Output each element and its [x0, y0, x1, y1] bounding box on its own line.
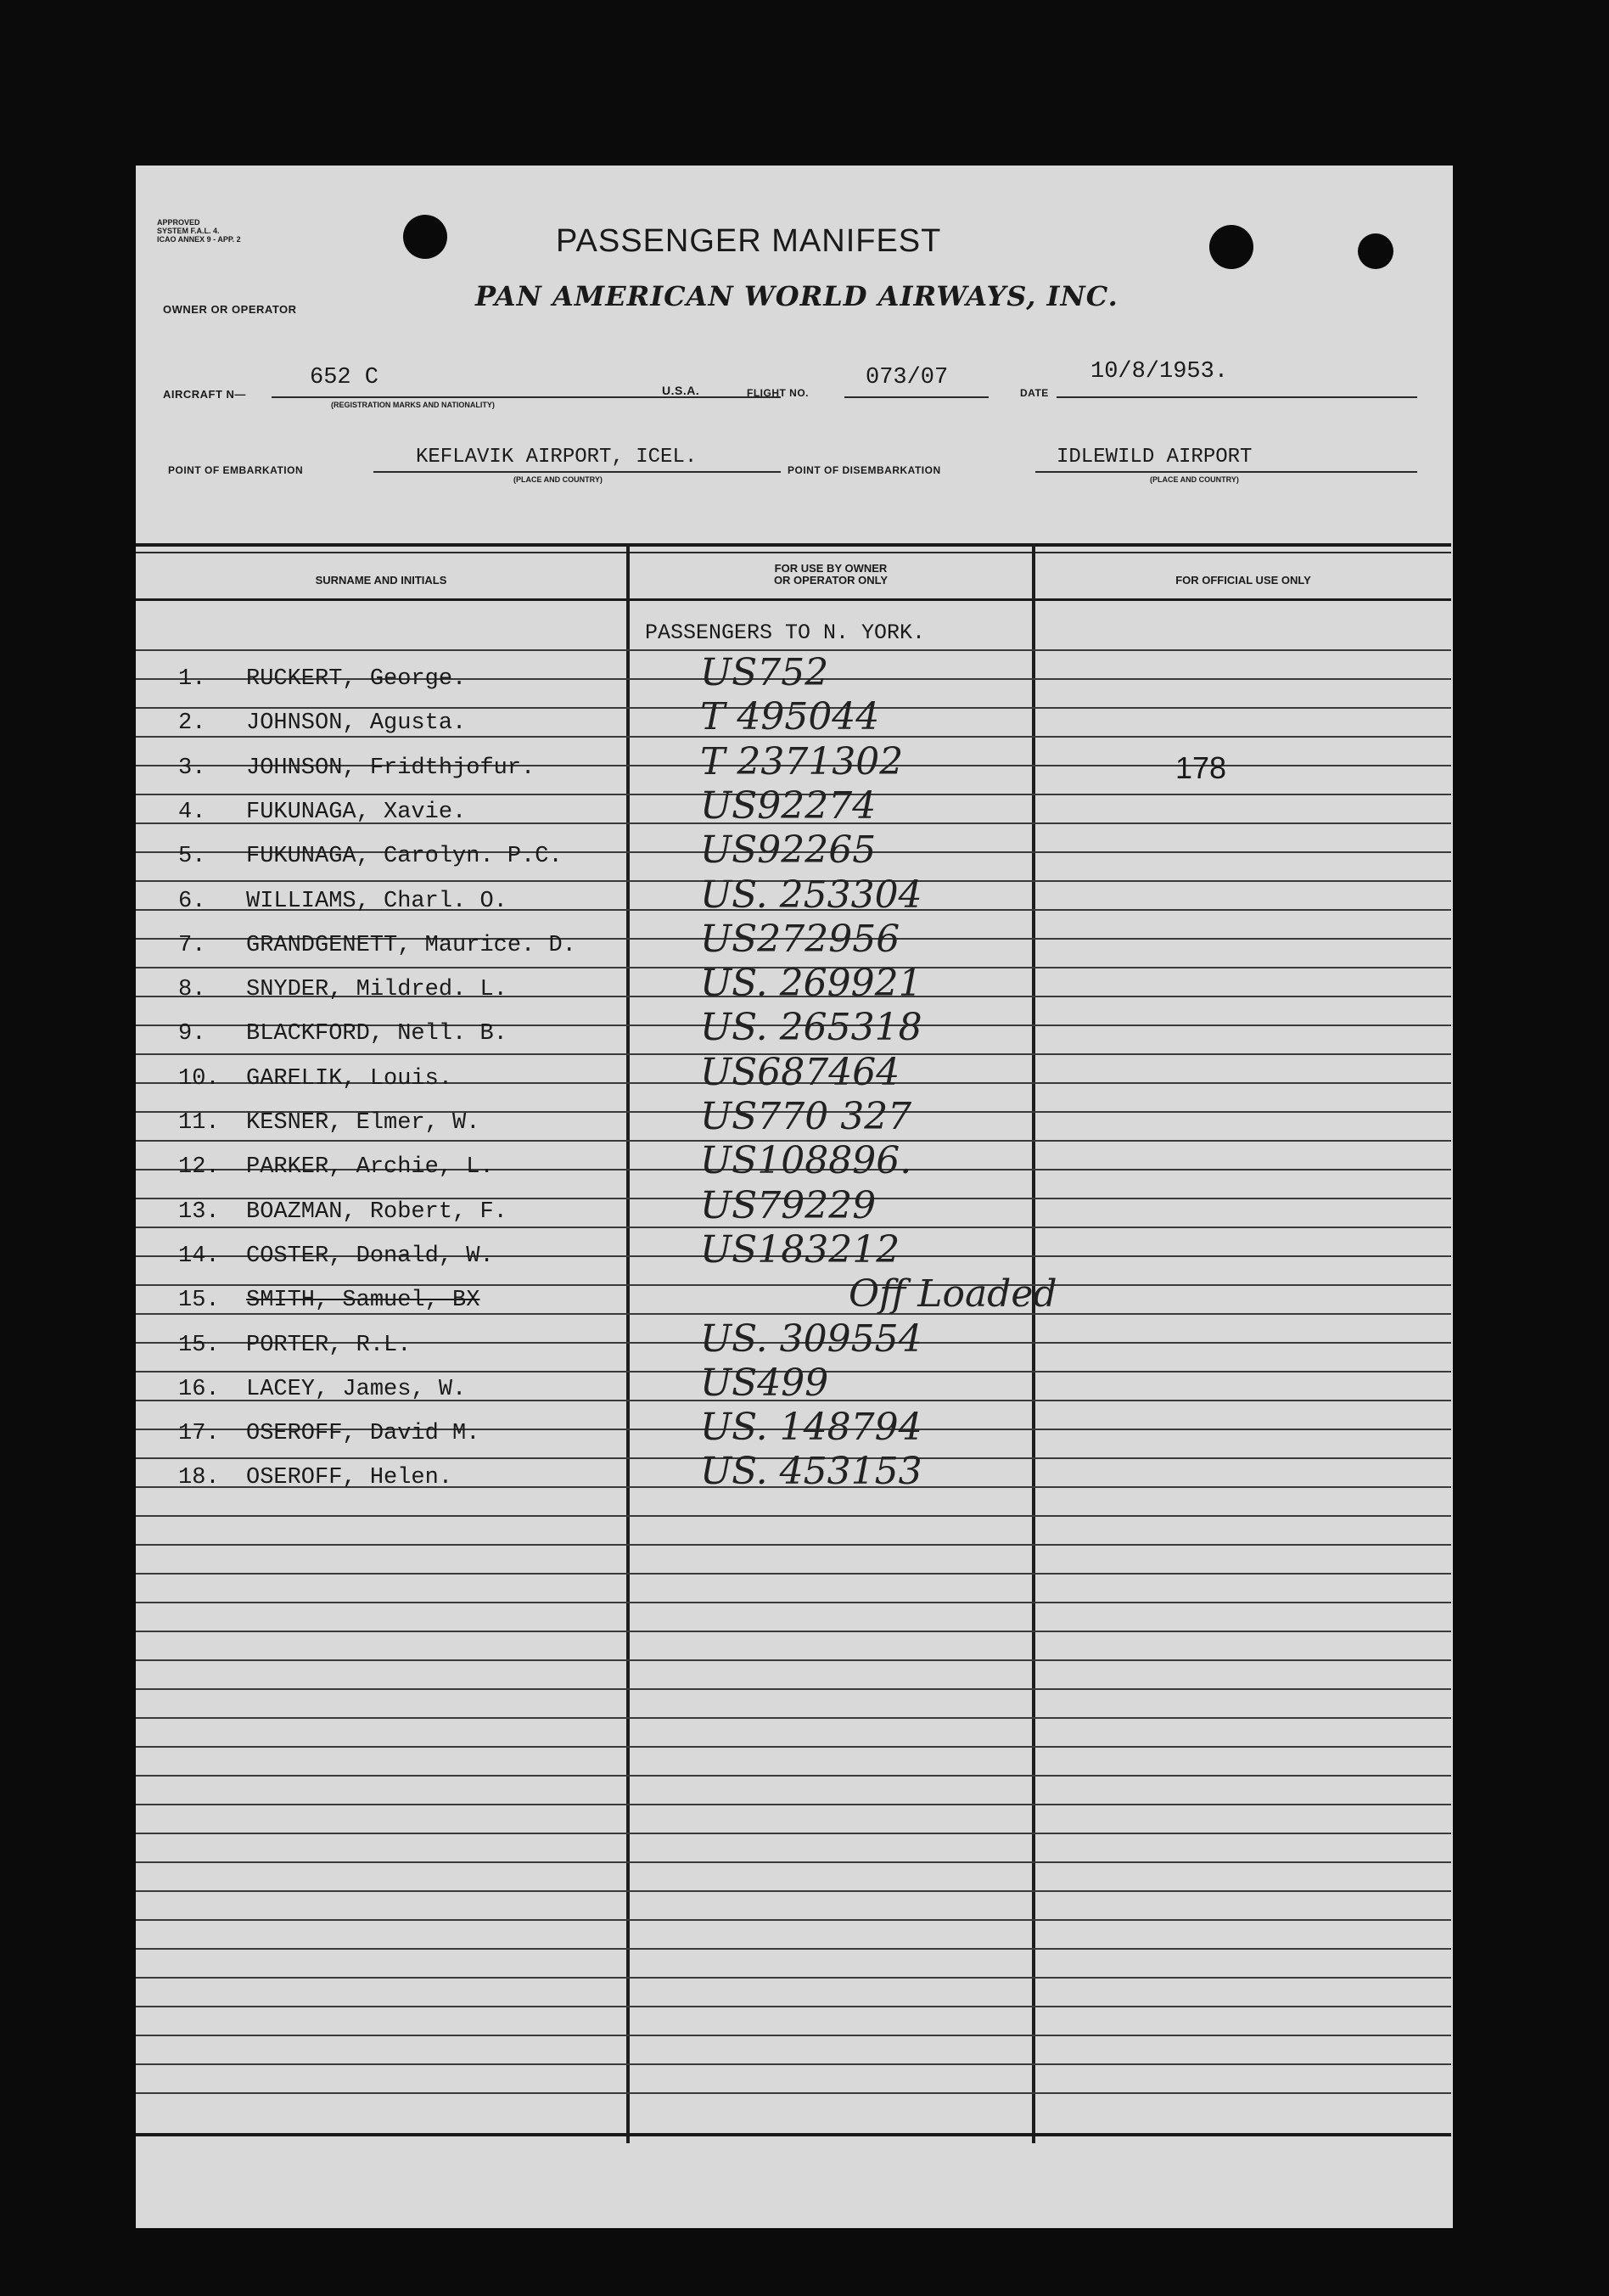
- passenger-name: OSEROFF, David M.: [246, 1421, 480, 1447]
- punch-hole: [403, 215, 447, 259]
- passenger-number: 15.: [178, 1332, 220, 1358]
- passport-number: US770 327: [700, 1095, 912, 1138]
- passenger-name: WILLIAMS, Charl. O.: [246, 888, 507, 914]
- passenger-name: GRANDGENETT, Maurice. D.: [246, 932, 576, 958]
- ruled-line: [136, 1602, 1451, 1603]
- date-value: 10/8/1953.: [1090, 359, 1229, 385]
- disembarkation-label: POINT OF DISEMBARKATION: [788, 464, 941, 476]
- passport-number: T 495044: [700, 695, 880, 739]
- passenger-name: KESNER, Elmer, W.: [246, 1110, 480, 1136]
- passenger-name: JOHNSON, Fridthjofur.: [246, 755, 535, 781]
- passenger-number: 1.: [178, 666, 206, 692]
- embarkation-value: KEFLAVIK AIRPORT, ICEL.: [416, 446, 698, 469]
- passport-number: US92274: [700, 783, 877, 828]
- passenger-number: 7.: [178, 932, 206, 958]
- passport-number: US. 269921: [700, 962, 922, 1006]
- passport-number: US272956: [700, 917, 900, 961]
- ruled-line: [136, 1948, 1451, 1950]
- ruled-line: [136, 2092, 1451, 2094]
- place-note-2: (PLACE AND COUNTRY): [1150, 475, 1239, 484]
- passenger-number: 4.: [178, 799, 206, 825]
- passenger-name: COSTER, Donald, W.: [246, 1243, 494, 1269]
- ruled-line: [136, 2035, 1451, 2036]
- passenger-number: 15.: [178, 1288, 220, 1314]
- ruled-line: [136, 1631, 1451, 1632]
- ruled-line: [136, 1544, 1451, 1546]
- ruled-line: [136, 1313, 1451, 1315]
- col-header-names: SURNAME AND INITIALS: [315, 574, 447, 587]
- ruled-line: [136, 1919, 1451, 1921]
- passenger-number: 14.: [178, 1243, 220, 1269]
- ruled-line: [136, 1688, 1451, 1690]
- passport-number: US687464: [700, 1050, 900, 1094]
- passenger-name: SNYDER, Mildred. L.: [246, 977, 507, 1003]
- col-header-owner: FOR USE BY OWNER OR OPERATOR ONLY: [773, 562, 889, 587]
- ruled-line: [136, 1833, 1451, 1834]
- passenger-name: SMITH, Samuel, BX: [246, 1288, 480, 1314]
- flight-value: 073/07: [866, 365, 949, 390]
- punch-hole: [1358, 233, 1393, 269]
- passenger-number: 12.: [178, 1154, 220, 1181]
- passenger-number: 9.: [178, 1021, 206, 1047]
- passenger-name: LACEY, James, W.: [246, 1376, 467, 1402]
- ruled-line: [136, 1717, 1451, 1719]
- punch-hole: [1209, 225, 1253, 269]
- approval-note: APPROVED SYSTEM F.A.L. 4. ICAO ANNEX 9 - APP. 2: [157, 218, 241, 244]
- passenger-number: 6.: [178, 888, 206, 914]
- passenger-number: 16.: [178, 1376, 220, 1402]
- date-label: DATE: [1020, 387, 1049, 399]
- passport-number: US. 148794: [700, 1406, 922, 1450]
- passport-number: T 2371302: [700, 739, 904, 783]
- col-header-official: FOR OFFICIAL USE ONLY: [1175, 574, 1311, 587]
- ruled-line: [136, 2006, 1451, 2007]
- passport-number: Off Loaded: [849, 1272, 1057, 1316]
- passenger-number: 18.: [178, 1465, 220, 1491]
- ruled-line: [136, 1977, 1451, 1979]
- passport-number: US92265: [700, 828, 877, 873]
- flight-label: FLIGHT NO.: [747, 387, 809, 399]
- passenger-name: GARELIK, Louis.: [246, 1065, 453, 1092]
- manifest-sheet: [136, 166, 1453, 2228]
- passengers-subheader: PASSENGERS TO N. YORK.: [645, 620, 926, 645]
- passport-number: US. 253304: [700, 873, 922, 917]
- ruled-line: [136, 1284, 1451, 1286]
- ruled-line: [136, 1515, 1451, 1517]
- passenger-name: OSEROFF, Helen.: [246, 1465, 453, 1491]
- passenger-name: RUCKERT, George.: [246, 666, 467, 692]
- official-entry: 178: [1175, 749, 1227, 785]
- passport-number: US. 265318: [700, 1006, 922, 1050]
- ruled-line: [136, 1890, 1451, 1892]
- passenger-name: FUKUNAGA, Carolyn. P.C.: [246, 844, 563, 870]
- passenger-name: PORTER, R.L.: [246, 1332, 412, 1358]
- passenger-name: JOHNSON, Agusta.: [246, 710, 467, 737]
- ruled-line: [136, 1746, 1451, 1748]
- passenger-number: 5.: [178, 844, 206, 870]
- ruled-line: [136, 1804, 1451, 1805]
- registration-note: (REGISTRATION MARKS AND NATIONALITY): [331, 401, 495, 409]
- disembarkation-value: IDLEWILD AIRPORT: [1057, 446, 1253, 469]
- passenger-number: 2.: [178, 710, 206, 737]
- passenger-number: 17.: [178, 1421, 220, 1447]
- passenger-number: 11.: [178, 1110, 220, 1136]
- passport-number: US752: [700, 651, 829, 694]
- place-note: (PLACE AND COUNTRY): [513, 475, 603, 484]
- aircraft-value: 652 C: [310, 365, 379, 390]
- ruled-line: [136, 1573, 1451, 1575]
- page-title: PASSENGER MANIFEST: [556, 223, 942, 259]
- ruled-line: [136, 1659, 1451, 1661]
- ruled-line: [136, 2063, 1451, 2065]
- passenger-name: BLACKFORD, Nell. B.: [246, 1021, 507, 1047]
- embarkation-label: POINT OF EMBARKATION: [168, 464, 304, 476]
- passenger-number: 8.: [178, 977, 206, 1003]
- passport-number: US79229: [700, 1183, 877, 1227]
- passport-number: US. 453153: [700, 1450, 922, 1494]
- usa-label: U.S.A.: [662, 384, 700, 397]
- passenger-number: 10.: [178, 1065, 220, 1092]
- passenger-name: PARKER, Archie, L.: [246, 1154, 494, 1181]
- passport-number: US499: [700, 1361, 829, 1405]
- passenger-number: 13.: [178, 1199, 220, 1225]
- company-name: PAN AMERICAN WORLD AIRWAYS, INC.: [475, 280, 1118, 312]
- passenger-name: BOAZMAN, Robert, F.: [246, 1199, 507, 1225]
- passenger-number: 3.: [178, 755, 206, 781]
- passport-number: US108896.: [700, 1139, 912, 1183]
- passport-number: US. 309554: [700, 1316, 922, 1361]
- passenger-name: FUKUNAGA, Xavie.: [246, 799, 467, 825]
- passport-number: US183212: [700, 1227, 900, 1272]
- aircraft-label: AIRCRAFT N—: [163, 388, 246, 401]
- ruled-line: [136, 1861, 1451, 1863]
- ruled-line: [136, 1775, 1451, 1777]
- owner-label: OWNER OR OPERATOR: [163, 303, 297, 316]
